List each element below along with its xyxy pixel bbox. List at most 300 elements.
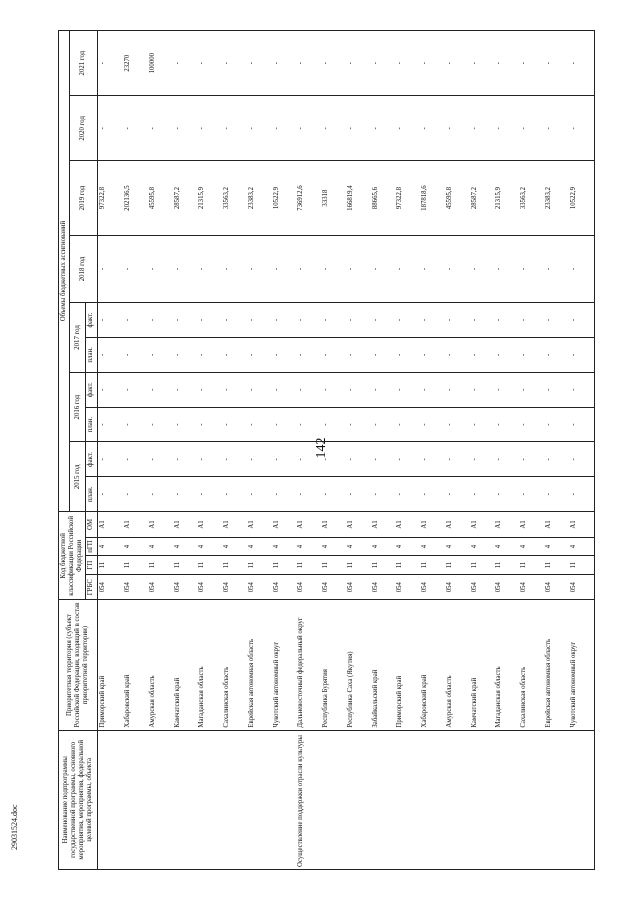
- cell-grbs: 054: [97, 574, 123, 600]
- cell-c17p: -: [420, 337, 445, 372]
- cell-name: [321, 730, 346, 869]
- cell-pgp: 4: [544, 537, 569, 556]
- cell-om: А1: [272, 512, 297, 538]
- cell-territory: Камчатский край: [173, 600, 198, 730]
- cell-pgp: 4: [97, 537, 123, 556]
- cell-om: А1: [197, 512, 222, 538]
- cell-c17p: -: [123, 337, 148, 372]
- cell-c15p: -: [247, 477, 272, 512]
- cell-c16f: -: [173, 372, 198, 407]
- cell-c17p: -: [371, 337, 396, 372]
- table-row: [148, 31, 173, 870]
- header-2019: 2019 год: [70, 161, 97, 235]
- cell-name: [197, 730, 222, 869]
- cell-c17f: -: [321, 303, 346, 338]
- cell-c19: 10522,9: [272, 161, 297, 235]
- cell-om: А1: [371, 512, 396, 538]
- cell-gp: 11: [296, 556, 321, 575]
- table-row: [247, 31, 272, 870]
- cell-c17f: -: [395, 303, 420, 338]
- cell-c18: -: [321, 235, 346, 302]
- cell-c18: -: [173, 235, 198, 302]
- cell-territory: Республика Саха (Якутия): [346, 600, 371, 730]
- cell-c16p: -: [420, 407, 445, 442]
- cell-c16f: -: [197, 372, 222, 407]
- cell-om: А1: [321, 512, 346, 538]
- cell-c15f: -: [296, 442, 321, 477]
- cell-c15f: -: [272, 442, 297, 477]
- cell-c16p: -: [247, 407, 272, 442]
- cell-pgp: 4: [272, 537, 297, 556]
- cell-pgp: 4: [519, 537, 544, 556]
- cell-name: [97, 730, 123, 869]
- cell-grbs: 054: [197, 574, 222, 600]
- cell-c16p: -: [272, 407, 297, 442]
- cell-name: [445, 730, 470, 869]
- cell-gp: 11: [123, 556, 148, 575]
- cell-c16f: -: [148, 372, 173, 407]
- cell-c17f: -: [470, 303, 495, 338]
- table-row: [296, 31, 321, 870]
- cell-c15f: -: [321, 442, 346, 477]
- cell-grbs: 054: [544, 574, 569, 600]
- cell-c20: -: [222, 96, 247, 161]
- cell-c15p: -: [569, 477, 595, 512]
- cell-c20: -: [346, 96, 371, 161]
- cell-c18: -: [494, 235, 519, 302]
- cell-name: [544, 730, 569, 869]
- header-2015-plan: план.: [86, 477, 97, 512]
- budget-table-container: [58, 30, 590, 870]
- cell-c18: -: [123, 235, 148, 302]
- cell-c21: -: [470, 31, 495, 96]
- cell-c15f: -: [519, 442, 544, 477]
- table-row: [346, 31, 371, 870]
- cell-c20: -: [519, 96, 544, 161]
- cell-c16p: -: [494, 407, 519, 442]
- cell-c19: 97322,8: [97, 161, 123, 235]
- cell-c16f: -: [470, 372, 495, 407]
- header-gp: ГП: [86, 556, 97, 575]
- cell-gp: 11: [97, 556, 123, 575]
- cell-pgp: 4: [470, 537, 495, 556]
- cell-c21: -: [569, 31, 595, 96]
- cell-c16f: -: [395, 372, 420, 407]
- cell-c20: -: [494, 96, 519, 161]
- cell-c19: 202136,5: [123, 161, 148, 235]
- cell-c19: 33318: [321, 161, 346, 235]
- cell-c15p: -: [123, 477, 148, 512]
- cell-gp: 11: [247, 556, 272, 575]
- cell-c17p: -: [247, 337, 272, 372]
- cell-c15p: -: [97, 477, 123, 512]
- cell-gp: 11: [272, 556, 297, 575]
- cell-territory: Еврейская автономная область: [247, 600, 272, 730]
- cell-c17p: -: [97, 337, 123, 372]
- header-2015-fact: факт.: [86, 442, 97, 477]
- cell-c16p: -: [395, 407, 420, 442]
- cell-grbs: 054: [321, 574, 346, 600]
- cell-c20: -: [420, 96, 445, 161]
- cell-pgp: 4: [569, 537, 595, 556]
- table-row: [519, 31, 544, 870]
- cell-territory: Чукотский автономный округ: [272, 600, 297, 730]
- header-2016-plan: план.: [86, 407, 97, 442]
- table-row: [494, 31, 519, 870]
- header-grbs: ГРБС: [86, 574, 97, 600]
- cell-c17f: -: [222, 303, 247, 338]
- cell-gp: 11: [197, 556, 222, 575]
- cell-c19: 88665,6: [371, 161, 396, 235]
- cell-c15f: -: [97, 442, 123, 477]
- cell-c17p: -: [494, 337, 519, 372]
- cell-c18: -: [420, 235, 445, 302]
- cell-c20: -: [197, 96, 222, 161]
- cell-om: А1: [445, 512, 470, 538]
- cell-c21: -: [494, 31, 519, 96]
- cell-c16f: -: [445, 372, 470, 407]
- cell-gp: 11: [470, 556, 495, 575]
- cell-name: [123, 730, 148, 869]
- cell-c21: -: [544, 31, 569, 96]
- cell-c20: -: [296, 96, 321, 161]
- cell-om: А1: [519, 512, 544, 538]
- cell-c16p: -: [371, 407, 396, 442]
- cell-c18: -: [272, 235, 297, 302]
- header-2017-plan: план.: [86, 337, 97, 372]
- cell-c21: -: [272, 31, 297, 96]
- cell-c17p: -: [445, 337, 470, 372]
- cell-c19: 45595,8: [148, 161, 173, 235]
- cell-pgp: 4: [296, 537, 321, 556]
- page-number: 142: [314, 437, 329, 459]
- cell-grbs: 054: [371, 574, 396, 600]
- cell-c19: 736912,6: [296, 161, 321, 235]
- cell-gp: 11: [148, 556, 173, 575]
- cell-grbs: 054: [173, 574, 198, 600]
- cell-c16f: -: [296, 372, 321, 407]
- cell-grbs: 054: [346, 574, 371, 600]
- cell-c18: -: [395, 235, 420, 302]
- cell-c21: 100000: [148, 31, 173, 96]
- cell-c20: -: [321, 96, 346, 161]
- cell-pgp: 4: [197, 537, 222, 556]
- cell-c19: 28587,2: [470, 161, 495, 235]
- cell-c21: -: [197, 31, 222, 96]
- cell-grbs: 054: [420, 574, 445, 600]
- header-pgp: пГП: [86, 537, 97, 556]
- table-body: [97, 31, 595, 870]
- cell-c15p: -: [494, 477, 519, 512]
- cell-c18: -: [222, 235, 247, 302]
- cell-name: [371, 730, 396, 869]
- cell-c17f: -: [173, 303, 198, 338]
- header-territory: Приоритетная территория (субъект Российской Федерации, входящий в состав приоритетной территории): [59, 600, 98, 730]
- cell-c21: -: [247, 31, 272, 96]
- cell-c19: 97322,8: [395, 161, 420, 235]
- cell-c17f: -: [97, 303, 123, 338]
- cell-grbs: 054: [148, 574, 173, 600]
- cell-c15p: -: [371, 477, 396, 512]
- cell-name: [346, 730, 371, 869]
- cell-pgp: 4: [420, 537, 445, 556]
- cell-c15p: -: [148, 477, 173, 512]
- cell-c17p: -: [470, 337, 495, 372]
- cell-c18: -: [148, 235, 173, 302]
- cell-pgp: 4: [222, 537, 247, 556]
- cell-pgp: 4: [494, 537, 519, 556]
- cell-gp: 11: [222, 556, 247, 575]
- cell-c15f: -: [371, 442, 396, 477]
- cell-c16p: -: [445, 407, 470, 442]
- cell-c17f: -: [519, 303, 544, 338]
- cell-c18: -: [346, 235, 371, 302]
- header-2021: 2021 год: [70, 31, 97, 96]
- cell-c18: -: [544, 235, 569, 302]
- cell-c15p: -: [346, 477, 371, 512]
- cell-c17p: -: [296, 337, 321, 372]
- cell-c21: 23270: [123, 31, 148, 96]
- cell-grbs: 054: [569, 574, 595, 600]
- cell-c21: -: [519, 31, 544, 96]
- table-row: [445, 31, 470, 870]
- cell-territory: Забайкальский край: [371, 600, 396, 730]
- cell-c15p: -: [544, 477, 569, 512]
- cell-territory: Дальневосточный федеральный округ: [296, 600, 321, 730]
- cell-om: А1: [470, 512, 495, 538]
- cell-c17f: -: [247, 303, 272, 338]
- cell-c18: -: [371, 235, 396, 302]
- cell-c21: -: [321, 31, 346, 96]
- cell-c17f: -: [569, 303, 595, 338]
- header-name: Наименование подпрограммы государственной программы, основного мероприятия, мероприятия, федеральной целевой программы, объекта: [59, 730, 98, 869]
- cell-name: Осуществление поддержки отрасли культуры: [296, 730, 321, 869]
- cell-c17p: -: [272, 337, 297, 372]
- cell-om: А1: [123, 512, 148, 538]
- cell-name: [272, 730, 297, 869]
- cell-c17f: -: [445, 303, 470, 338]
- cell-c15p: -: [470, 477, 495, 512]
- cell-c20: -: [123, 96, 148, 161]
- cell-name: [470, 730, 495, 869]
- cell-c16p: -: [173, 407, 198, 442]
- cell-c19: 28587,2: [173, 161, 198, 235]
- header-2015: 2015 год: [70, 442, 86, 512]
- cell-grbs: 054: [247, 574, 272, 600]
- cell-c16f: -: [420, 372, 445, 407]
- table-row: [97, 31, 123, 870]
- cell-c17f: -: [371, 303, 396, 338]
- cell-name: [222, 730, 247, 869]
- cell-c16f: -: [346, 372, 371, 407]
- cell-c17f: -: [296, 303, 321, 338]
- cell-c15p: -: [197, 477, 222, 512]
- cell-gp: 11: [371, 556, 396, 575]
- cell-gp: 11: [321, 556, 346, 575]
- cell-grbs: 054: [222, 574, 247, 600]
- cell-territory: Республика Бурятия: [321, 600, 346, 730]
- cell-name: [569, 730, 595, 869]
- table-row: [371, 31, 396, 870]
- cell-c16p: -: [321, 407, 346, 442]
- cell-c16f: -: [494, 372, 519, 407]
- cell-name: [247, 730, 272, 869]
- cell-c20: -: [395, 96, 420, 161]
- cell-c18: -: [445, 235, 470, 302]
- cell-pgp: 4: [395, 537, 420, 556]
- cell-c19: 10522,9: [569, 161, 595, 235]
- cell-c16f: -: [569, 372, 595, 407]
- cell-pgp: 4: [247, 537, 272, 556]
- table-row: [197, 31, 222, 870]
- cell-grbs: 054: [123, 574, 148, 600]
- cell-c15f: -: [420, 442, 445, 477]
- header-code-group: Код бюджетной классификации Российской Федерации: [59, 512, 86, 600]
- cell-c21: -: [97, 31, 123, 96]
- cell-c19: 23383,2: [247, 161, 272, 235]
- cell-name: [519, 730, 544, 869]
- cell-c15f: -: [445, 442, 470, 477]
- cell-c16p: -: [296, 407, 321, 442]
- cell-c16f: -: [544, 372, 569, 407]
- cell-c16p: -: [569, 407, 595, 442]
- cell-c21: -: [346, 31, 371, 96]
- cell-om: А1: [296, 512, 321, 538]
- cell-pgp: 4: [173, 537, 198, 556]
- cell-territory: Приморский край: [97, 600, 123, 730]
- cell-territory: Магаданская область: [494, 600, 519, 730]
- header-2016: 2016 год: [70, 372, 86, 442]
- cell-c21: -: [173, 31, 198, 96]
- cell-c16p: -: [222, 407, 247, 442]
- cell-c15p: -: [173, 477, 198, 512]
- table-row: [395, 31, 420, 870]
- table-row: [272, 31, 297, 870]
- cell-c17p: -: [395, 337, 420, 372]
- cell-c16f: -: [321, 372, 346, 407]
- cell-c17p: -: [569, 337, 595, 372]
- table-row: [222, 31, 247, 870]
- cell-c17p: -: [222, 337, 247, 372]
- document-code: 29031524.doc: [10, 804, 19, 850]
- cell-territory: Чукотский автономный округ: [569, 600, 595, 730]
- cell-grbs: 054: [296, 574, 321, 600]
- cell-om: А1: [544, 512, 569, 538]
- cell-c20: -: [272, 96, 297, 161]
- cell-c15p: -: [321, 477, 346, 512]
- cell-c15p: -: [272, 477, 297, 512]
- cell-c20: -: [544, 96, 569, 161]
- cell-c16p: -: [123, 407, 148, 442]
- cell-c21: -: [395, 31, 420, 96]
- cell-c18: -: [296, 235, 321, 302]
- cell-c17f: -: [197, 303, 222, 338]
- cell-c15f: -: [197, 442, 222, 477]
- cell-c16p: -: [197, 407, 222, 442]
- cell-c18: -: [470, 235, 495, 302]
- cell-c15f: -: [544, 442, 569, 477]
- table-row: [420, 31, 445, 870]
- table-row: [470, 31, 495, 870]
- table-row: [173, 31, 198, 870]
- cell-c17f: -: [494, 303, 519, 338]
- cell-c16p: -: [97, 407, 123, 442]
- cell-c20: -: [371, 96, 396, 161]
- cell-c19: 33563,2: [222, 161, 247, 235]
- cell-c21: -: [296, 31, 321, 96]
- cell-c15p: -: [222, 477, 247, 512]
- cell-c20: -: [173, 96, 198, 161]
- cell-c15f: -: [148, 442, 173, 477]
- cell-gp: 11: [519, 556, 544, 575]
- cell-om: А1: [148, 512, 173, 538]
- header-2016-fact: факт.: [86, 372, 97, 407]
- cell-c17p: -: [321, 337, 346, 372]
- cell-c15p: -: [395, 477, 420, 512]
- cell-territory: Приморский край: [395, 600, 420, 730]
- cell-grbs: 054: [470, 574, 495, 600]
- cell-c19: 187818,6: [420, 161, 445, 235]
- cell-c17f: -: [123, 303, 148, 338]
- header-om: ОМ: [86, 512, 97, 538]
- cell-grbs: 054: [272, 574, 297, 600]
- cell-c19: 33563,2: [519, 161, 544, 235]
- header-2017-fact: факт.: [86, 303, 97, 338]
- cell-name: [494, 730, 519, 869]
- cell-c19: 21315,9: [197, 161, 222, 235]
- cell-pgp: 4: [371, 537, 396, 556]
- cell-c17p: -: [173, 337, 198, 372]
- cell-territory: Сахалинская область: [222, 600, 247, 730]
- cell-c17p: -: [197, 337, 222, 372]
- cell-territory: Сахалинская область: [519, 600, 544, 730]
- cell-c17f: -: [420, 303, 445, 338]
- cell-territory: Амурская область: [148, 600, 173, 730]
- cell-c19: 166819,4: [346, 161, 371, 235]
- cell-pgp: 4: [123, 537, 148, 556]
- cell-c16p: -: [148, 407, 173, 442]
- cell-c18: -: [197, 235, 222, 302]
- cell-c16f: -: [272, 372, 297, 407]
- table-row: [321, 31, 346, 870]
- cell-gp: 11: [395, 556, 420, 575]
- cell-om: А1: [395, 512, 420, 538]
- cell-c17p: -: [346, 337, 371, 372]
- cell-c16f: -: [371, 372, 396, 407]
- cell-c20: -: [247, 96, 272, 161]
- cell-c20: -: [569, 96, 595, 161]
- cell-gp: 11: [569, 556, 595, 575]
- cell-c17f: -: [272, 303, 297, 338]
- cell-c17p: -: [148, 337, 173, 372]
- cell-c16f: -: [247, 372, 272, 407]
- cell-gp: 11: [346, 556, 371, 575]
- cell-c16p: -: [519, 407, 544, 442]
- cell-grbs: 054: [494, 574, 519, 600]
- cell-gp: 11: [445, 556, 470, 575]
- cell-c15p: -: [519, 477, 544, 512]
- cell-c15p: -: [420, 477, 445, 512]
- cell-c21: -: [371, 31, 396, 96]
- cell-c16f: -: [222, 372, 247, 407]
- cell-gp: 11: [494, 556, 519, 575]
- cell-c15p: -: [296, 477, 321, 512]
- cell-territory: Камчатский край: [470, 600, 495, 730]
- cell-c16p: -: [544, 407, 569, 442]
- cell-territory: Магаданская область: [197, 600, 222, 730]
- cell-c16f: -: [97, 372, 123, 407]
- cell-grbs: 054: [445, 574, 470, 600]
